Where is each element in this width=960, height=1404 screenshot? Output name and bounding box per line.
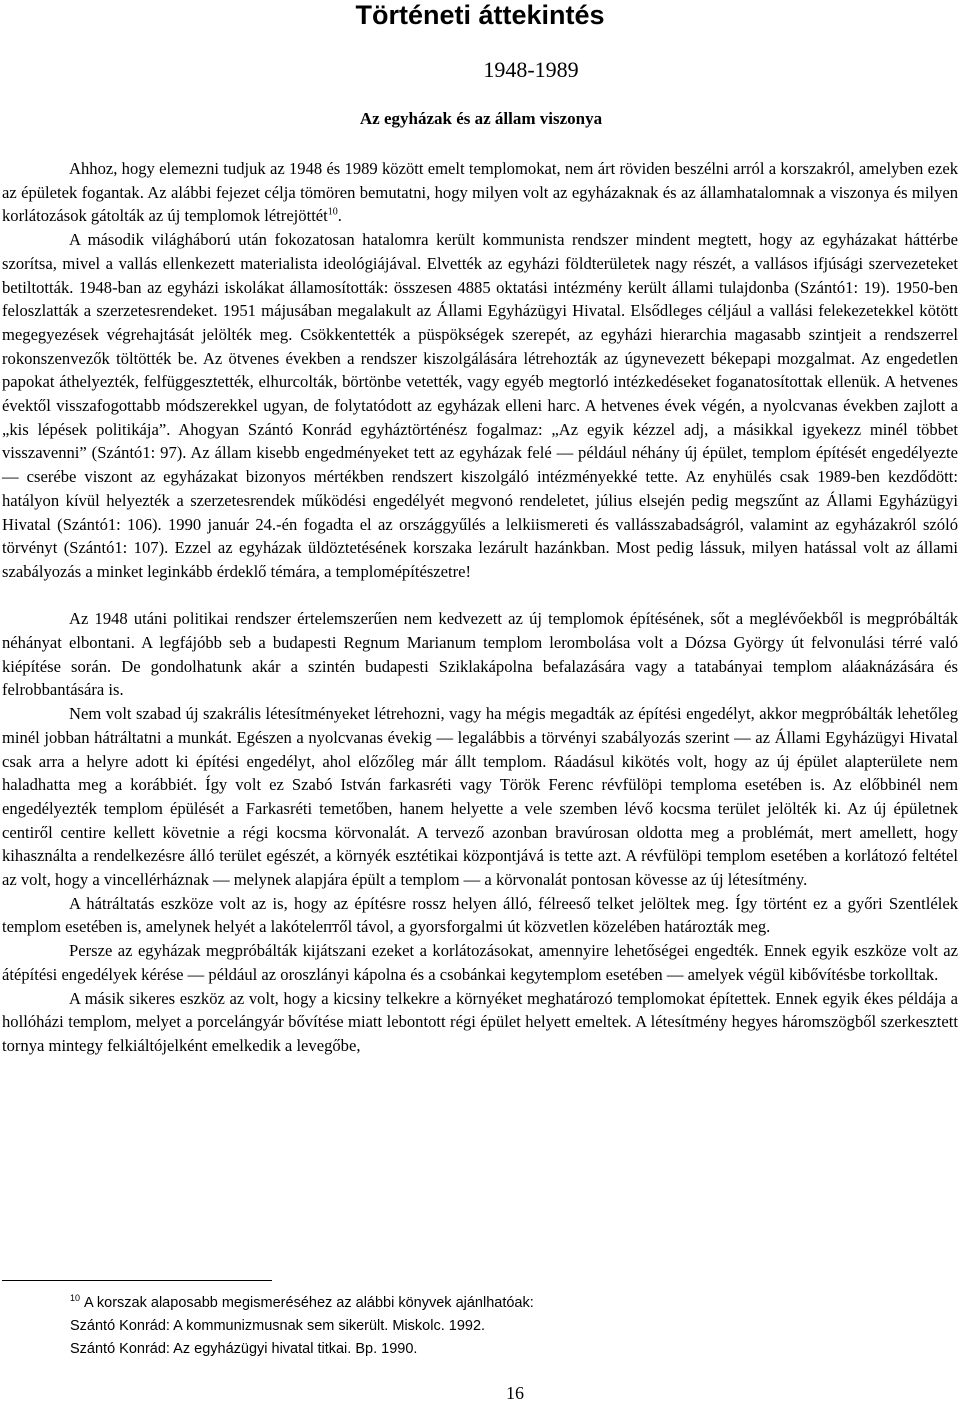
footnote-line: [70, 1292, 534, 1315]
paragraph: A második világháború után fokozatosan hatalomra került kommunista rendszer mindent megtett, hogy az egyházakat háttérbe szorítsa, mivel a vallás ellenkezett materialista ideológiájával. Elvették az egyházi földterületek nagy részét, a vallásos ifjúsági szervezeteket betiltották. 1948-ban az egyházi iskolákat államosították: összesen 4885 oktatási intézmény került állami tulajdonba (Szántó1: 19). 1950-ben feloszlatták a szerzetesrendeket. 1951 májusában megalakult az Állami Egyházügyi Hivatal. Elsődleges céljául a vallási felekezetekkel kötött megegyezések végrehajtását jelölték meg. Csökkentették a püspökségek szerepét, az egyházi hierarchia magasabb szintjeit a rendszerrel rokonszenvezők töltötték be. Az ötvenes években a rendszer kiszolgálására létrehozták az úgynevezett békepapi mozgalmat. Az engedetlen papokat áthelyezték, felfüggesztették, elhurcolták, börtönbe vetették, vagy egyéb megtorló intézkedéseket foganatosítottak ellenük. A hetvenes évektől visszafogottabb módszerekkel ugyan, de folytatódott az egyházak elleni harc. A hetvenes évek végén, a nyolcvanas években zajlott a „kis lépések politikája”. Ahogyan Szántó Konrád egyháztörténész fogalmaz: „Az egyik kézzel adj, a másikkal igyekezz minél többet visszavenni” (Szántó1: 97). Az állam kisebb engedményeket tett az egyházak felé — például néhány új épület, templom építését engedélyezte — cserébe viszont az egyházakat bizonyos mértékben rendszert kiszolgáló intézményekké tette. Az enyhülés csak 1989-ben kezdődött: hatályon kívül helyezték a szerzetesrendek működési engedélyét megvonó rendeletet, július elsején pedig megszűnt az Állami Egyházügyi Hivatal (Szántó1: 106). 1990 január 24.-én fogadta el az országgyűlés a lelkiismereti és vallásszabadságról, valamint az egyházakról szóló törvényt (Szántó1: 107). Ezzel az egyházak üldöztetésének korszaka lezárult hazánkban. Most pedig lássuk, milyen hatással volt az állami szabályozás a minket leginkább érdeklő témára, a templomépítészetre!: [2, 230, 958, 581]
paragraph: Persze az egyházak megpróbálták kijátszani ezeket a korlátozásokat, amennyire lehetőségei engedték. Ennek egyik eszköze volt az átépítési engedélyek kérése — például az oroszlányi kápolna és a csobánkai kegytemplom esetében — amelyek végül kibővítésbe torkolltak.: [2, 941, 958, 984]
footnote-reference[interactable]: 10: [327, 206, 338, 218]
paragraph: Ahhoz, hogy elemezni tudjuk az 1948 és 1989 között emelt templomokat, nem árt röviden beszélni arról a korszakról, amelyben ezek az épületek fogantak. Az alábbi fejezet célja tömören bemutatni, hogy milyen volt az egyházaknak és az államhatalomnak a viszonya és milyen korlátozások gátolták az új templomok létrejöttét$^{10}$.: [2, 159, 958, 226]
footnotes: [70, 1292, 534, 1361]
period-subtitle: 1948-1989: [483, 57, 579, 82]
paragraph: A hátráltatás eszköze volt az is, hogy az építésre rossz helyen álló, félreeső telket jelöltek meg. Így történt ez a győri Szentlélek templom esetében is, amelynek helyét a lakótelептől távol, a gyorsforgalmi út közvetlen közelében határozták meg.: [2, 893, 958, 937]
footnote-divider: [2, 1280, 272, 1281]
page-number: 16: [506, 1383, 524, 1403]
footnote-line: Szántó Konrád: Az egyházügyi hivatal titkai. Bp. 1990.: [70, 1341, 418, 1357]
paragraph: A másik sikeres eszköz az volt, hogy a kicsiny telkekre a környéket meghatározó templomokat építettek. Ennek egyik ékes példája a hollóházi templom, melyet a porcelángyár bővítése miatt lebontott régi épület helyett emeltek. A létesítmény hegyes háromszögből szerkesztett tornya mintegy felkiáltójelként emelkedik a levegőbe,: [2, 988, 958, 1055]
footnote-text: A korszak alaposabb megismeréséhez az alábbi könyvek ajánlhatóak:: [84, 1295, 534, 1311]
footnote-number: 10: [70, 1293, 81, 1304]
paragraph: Az 1948 utáni politikai rendszer értelemszerűen nem kedvezett az új templomok építésének, sőt a meglévőekből is megpróbálták néhányat elbontani. A legfájóbb seb a budapesti Regnum Marianum templom lerombolása volt a Dózsa György út felvonulási térré való kiépítése során. De gondolhatunk akár a szintén budapesti Sziklakápolna befalazására vagy a tatabányai templom aláaknázására és felrobbantására is.: [2, 609, 958, 700]
footnote-line: Szántó Konrád: A kommunizmusnak sem sikerült. Miskolc. 1992.: [70, 1318, 486, 1334]
section-title: Az egyházak és az állam viszonya: [359, 109, 603, 128]
paragraph-text: Ahhoz, hogy elemezni tudjuk az 1948 és 1989 között emelt templomokat, nem árt röviden beszélni arról a korszakról, amelyben ezek az épületek fogantak. Az alábbi fejezet célja tömören bemutatni, hogy milyen volt az egyházaknak és az államhatalomnak a viszonya és milyen korlátozások gátolták az új templomok létrejöttét: [2, 159, 958, 226]
body-text: [2, 157, 958, 1058]
paragraph: Nem volt szabad új szakrális létesítményeket létrehozni, vagy ha mégis megadták az építési engedélyt, akkor megpróbálták lehetőleg minél jobban hátráltatni a munkát. Egészen a nyolcvanas évekig — legalábbis a törvényi szabályozás szerint — az Állami Egyházügyi Hivatal csak arra a helyre adott ki építési engedélyt, ahol előzőleg már állt templom. Ráadásul kikötés volt, hogy az új épület alapterülete nem haladhatta meg a korábbiét. Így volt ez Szabó István farkasréti vagy Török Ferenc révfülöpi temploma esetében is. Az előbbinél nem engedélyezték templom épülését a Farkasréti temetőben, hanem helyette a vele szemben lévő kocsma terület jelölték ki. Az új épületnek centiről centire kellett követnie a régi kocsma körvonalát. A tervező azonban bravúrosan oldotta meg a problémát, mert amellett, hogy kihasználta a rendelkezésre álló terület egészét, a környék esztétikai központjává is tette azt. A révfülöpi templom esetében a korlátozó feltétel az volt, hogy a vincellérháznak — melynek alapjára épült a templom — a körvonalát pontosan kövesse az új létesítmény.: [2, 704, 958, 890]
page-title: Történeti áttekintés: [355, 0, 605, 30]
